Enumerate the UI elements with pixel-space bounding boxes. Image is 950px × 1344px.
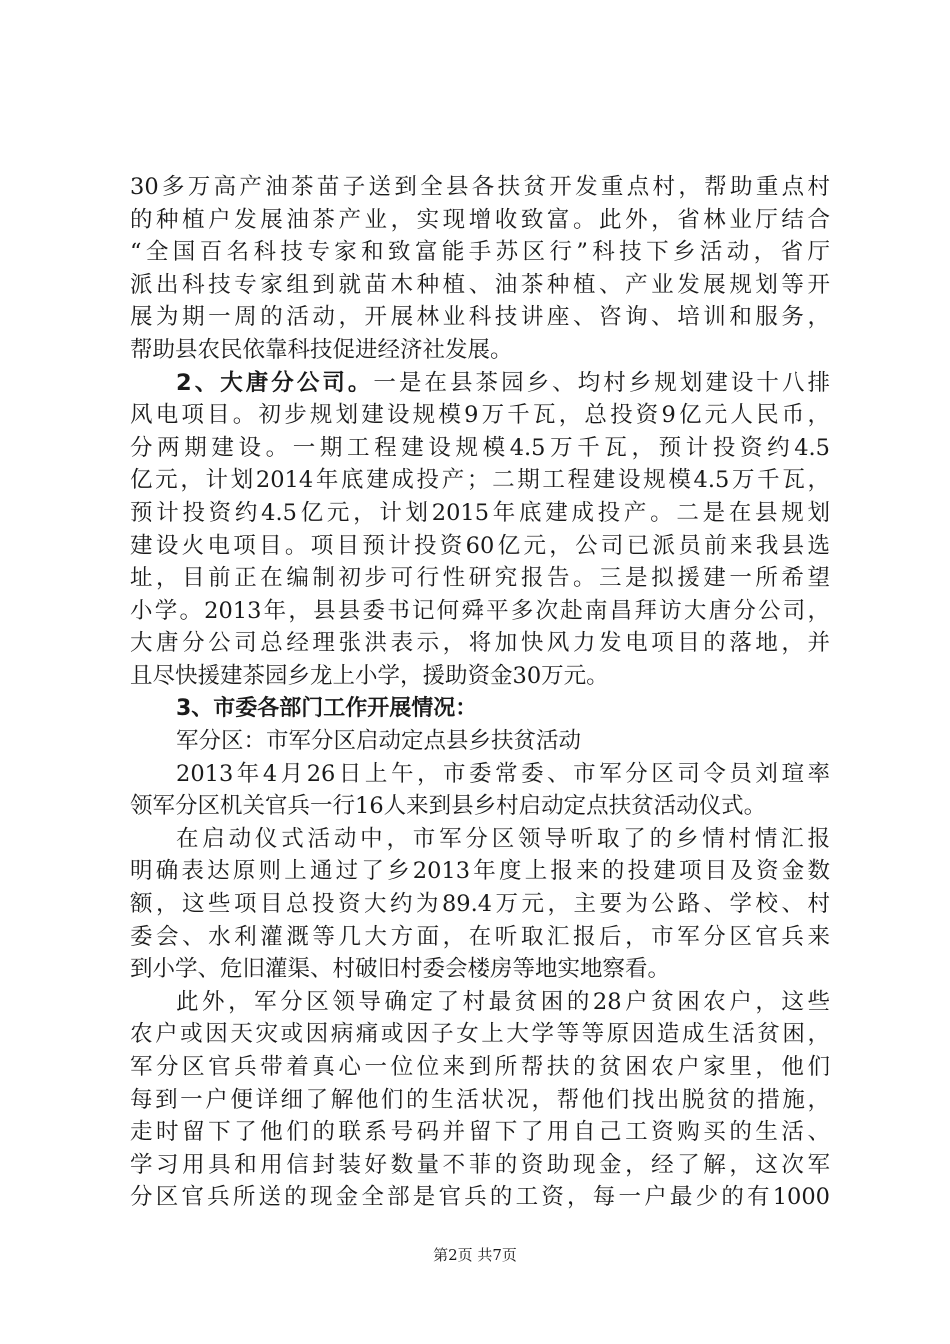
section-heading-datang bbox=[130, 367, 830, 400]
text-line: 学习用具和用信封装好数量不菲的资助现金，经了解，这次军 bbox=[130, 1151, 830, 1178]
text-line: 委会、水利灌溉等几大方面，在听取汇报后，市军分区官兵来 bbox=[130, 923, 830, 950]
text-line: 分两期建设。一期工程建设规模4.5万千瓦，预计投资约4.5 bbox=[130, 434, 830, 461]
section-heading-label: 2、大唐分公司。 bbox=[176, 369, 374, 396]
text-line: “全国百名科技专家和致富能手苏区行”科技下乡活动，省厅 bbox=[130, 239, 830, 266]
section-heading-departments: 3、市委各部门工作开展情况： bbox=[176, 695, 478, 721]
page-number-footer: 第2页 共7页 bbox=[433, 1246, 517, 1264]
text-line: 址，目前正在编制初步可行性研究报告。三是拟援建一所希望 bbox=[130, 565, 830, 592]
text-line: 帮助县农民依靠科技促进经济社发展。 bbox=[130, 336, 513, 363]
text-line: 每到一户便详细了解他们的生活状况，帮他们找出脱贫的措施， bbox=[130, 1086, 830, 1113]
text-line: 预计投资约4.5亿元，计划2015年底建成投产。二是在县规划 bbox=[130, 499, 830, 526]
text-line: 大唐分公司总经理张洪表示，将加快风力发电项目的落地，并 bbox=[130, 630, 830, 657]
text-line: 亿元，计划2014年底建成投产；二期工程建设规模4.5万千瓦， bbox=[130, 467, 830, 494]
text-line: 派出科技专家组到就苗木种植、油茶种植、产业发展规划等开 bbox=[130, 271, 830, 298]
text-line: 风电项目。初步规划建设规模9万千瓦，总投资9亿元人民币， bbox=[130, 402, 830, 429]
text-line: 且尽快援建茶园乡龙上小学，援助资金30万元。 bbox=[130, 662, 609, 689]
text-line: 建设火电项目。项目预计投资60亿元，公司已派员前来我县选 bbox=[130, 532, 830, 559]
document-body bbox=[130, 171, 830, 1214]
text-line: 分区官兵所送的现金全部是官兵的工资，每一户最少的有1000 bbox=[130, 1184, 830, 1211]
text-line: 额，这些项目总投资大约为89.4万元，主要为公路、学校、村 bbox=[130, 891, 830, 918]
text-line: 到小学、危旧灌渠、村破旧村委会楼房等地实地察看。 bbox=[130, 956, 671, 983]
text-line: 2013年4月26日上午，市委常委、市军分区司令员刘瑄率 bbox=[176, 760, 830, 787]
text-line: 的种植户发展油茶产业，实现增收致富。此外，省林业厅结合 bbox=[130, 206, 830, 233]
text-line: 30多万高产油茶苗子送到全县各扶贫开发重点村，帮助重点村 bbox=[130, 174, 830, 200]
text-line: 小学。2013年，县县委书记何舜平多次赴南昌拜访大唐分公司， bbox=[130, 597, 830, 624]
text-line: 在启动仪式活动中，市军分区领导听取了的乡情村情汇报 bbox=[176, 825, 830, 852]
text-run: 一是在县茶园乡、均村乡规划建设十八排 bbox=[373, 369, 830, 396]
text-line: 军分区官兵带着真心一位位来到所帮扶的贫困农户家里，他们 bbox=[130, 1054, 830, 1081]
text-line: 展为期一周的活动，开展林业科技讲座、咨询、培训和服务， bbox=[130, 304, 830, 331]
text-line: 领军分区机关官兵一行16人来到县乡村启动定点扶贫活动仪式。 bbox=[130, 793, 767, 820]
text-line: 走时留下了他们的联系号码并留下了用自己工资购买的生活、 bbox=[130, 1119, 830, 1146]
text-line: 明确表达原则上通过了乡2013年度上报来的投建项目及资金数 bbox=[130, 858, 830, 885]
text-line: 农户或因天灾或因病痛或因子女上大学等等原因造成生活贫困， bbox=[130, 1021, 830, 1048]
text-line: 此外，军分区领导确定了村最贫困的28户贫困农户，这些 bbox=[176, 988, 830, 1015]
subsection-heading: 军分区：市军分区启动定点县乡扶贫活动 bbox=[176, 728, 582, 755]
